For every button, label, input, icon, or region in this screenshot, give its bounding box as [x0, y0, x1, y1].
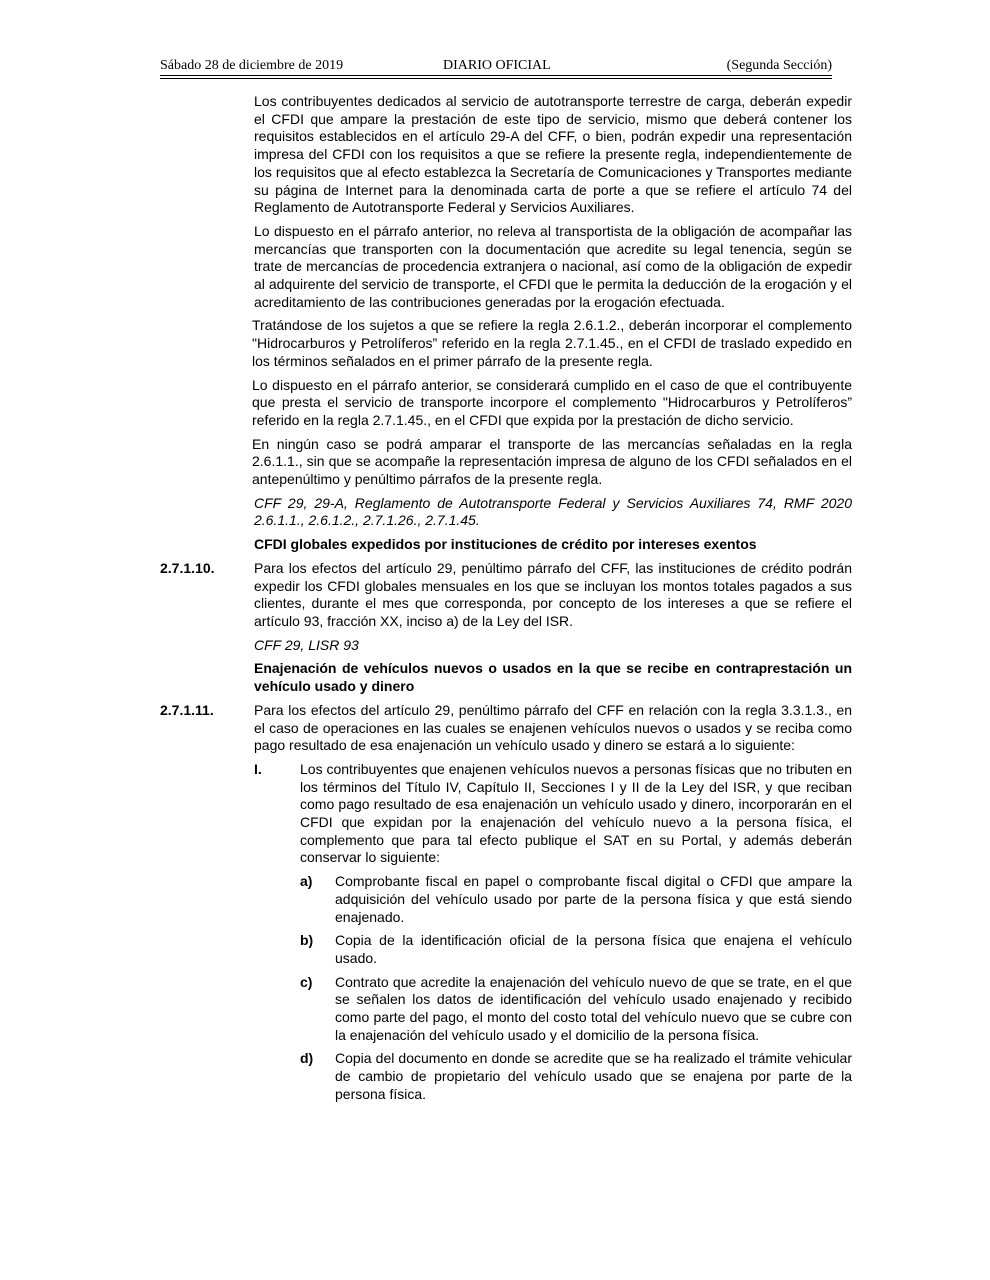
subsection-text: Contrato que acredite la enajenación del vehículo nuevo de que se trate, en el que se señalen los datos de identificación del vehículo usado enajenado y recibido como parte del pago, el monto del costo total del vehículo nuevo que se cubre con la enajenación del vehículo usado y el domicilio de la persona física.: [335, 973, 852, 1043]
rule-heading: CFDI globales expedidos por instituciones de crédito por intereses exentos: [254, 536, 757, 553]
rule-2-7-1-11: [160, 702, 852, 755]
subsection-label: d): [300, 1050, 314, 1067]
paragraph: Los contribuyentes dedicados al servicio de autotransporte terrestre de carga, deberán expedir el CFDI que ampare la prestación de este tipo de servicio, mismo que deberá contener los requisitos establecidos en el artículo 29-A del CFF, o bien, podrán expedir una representación impresa del CFDI con los requisitos a que se refiere la presente regla, independientemente de los requisitos que al efecto establezca la Secretaría de Comunicaciones y Transportes mediante su página de Internet para la denominada carta de porte a que se refiere el artículo 74 del Reglamento de Autotransporte Federal y Servicios Auxiliares.: [254, 93, 852, 216]
rule-text: Para los efectos del artículo 29, penúltimo párrafo del CFF, las instituciones de crédito podrán expedir los CFDI globales mensuales en los que se incluyan los montos totales pagados a sus clientes, durante el mes que corresponda, por concepto de los intereses a que se refiere el artículo 93, fracción XX, inciso a) de la Ley del ISR.: [254, 559, 852, 629]
header-rule-top: [160, 75, 832, 76]
page-header: [160, 58, 832, 76]
subsection-item: [300, 932, 852, 967]
header-date: Sábado 28 de diciembre de 2019: [160, 58, 344, 73]
legal-reference: CFF 29, 29-A, Reglamento de Autotransporte Federal y Servicios Auxiliares 74, RMF 2020 2.6.1.1., 2.6.1.2., 2.7.1.26., 2.7.1.45.: [254, 494, 852, 529]
page-body: [160, 93, 852, 1110]
rule-2-7-1-10: [160, 560, 852, 631]
legal-reference: CFF 29, LISR 93: [254, 636, 359, 653]
subsection-item: [300, 1050, 852, 1103]
rule-heading: Enajenación de vehículos nuevos o usados en la que se recibe en contraprestación un vehículo usado y dinero: [254, 660, 852, 695]
subsection-item: [300, 974, 852, 1045]
subsection-text: Copia del documento en donde se acredite que se ha realizado el trámite vehicular de cambio de propietario del vehículo usado que se enajena por parte de la persona física.: [335, 1050, 852, 1102]
header-title: DIARIO OFICIAL: [443, 58, 551, 73]
subsection-label: b): [300, 932, 314, 949]
rule-number: 2.7.1.11.: [160, 701, 214, 718]
subsection-text: Copia de la identificación oficial de la persona física que enajena el vehículo usado.: [335, 932, 852, 966]
fraction-item: [254, 761, 852, 867]
paragraph: Lo dispuesto en el párrafo anterior, no releva al transportista de la obligación de acompañar las mercancías que transporten con la documentación que acredite su legal tenencia, según se trate de mercancías de procedencia extranjera o nacional, así como de la obligación de expedir al adquirente del servicio de transporte, el CFDI que le permita la deducción de la erogación y el acreditamiento de las contribuciones generadas por la erogación efectuada.: [254, 222, 852, 310]
paragraph: Lo dispuesto en el párrafo anterior, se considerará cumplido en el caso de que el contribuyente que presta el servicio de transporte incorpore el complemento "Hidrocarburos y Petrolíferos” referido en la regla 2.7.1.45., en el CFDI que expida por la prestación de dicho servicio.: [252, 376, 852, 428]
subsection-item: [300, 873, 852, 926]
header-section: (Segunda Sección): [726, 58, 832, 73]
subsection-label: c): [300, 973, 313, 990]
subsection-text: Comprobante fiscal en papel o comprobante fiscal digital o CFDI que ampare la adquisición del vehículo usado por parte de la persona física y que está siendo enajenado.: [335, 873, 852, 925]
subsection-label: a): [300, 873, 313, 890]
rule-number: 2.7.1.10.: [160, 559, 215, 576]
paragraph: En ningún caso se podrá amparar el transporte de las mercancías señaladas en la regla 2.6.1.1., sin que se acompañe la representación impresa de alguno de los CFDI señalados en el antepenúltimo y penúltimo párrafos de la presente regla.: [252, 435, 852, 488]
header-rule-bottom: [160, 78, 832, 79]
paragraph: Tratándose de los sujetos a que se refiere la regla 2.6.1.2., deberán incorporar el complemento "Hidrocarburos y Petrolíferos” referido en la regla 2.7.1.45., en el CFDI de traslado expedido en los términos señalados en el primer párrafo de la presente regla.: [252, 317, 852, 369]
fraction-text: Los contribuyentes que enajenen vehículos nuevos a personas físicas que no tributen en los términos del Título IV, Capítulo II, Secciones I y II de la Ley del ISR, y que reciban como pago resultado de esa enajenación un vehículo usado y dinero, incorporarán en el CFDI que expidan por la enajenación del vehículo nuevo a la persona física, el complemento que para tal efecto publique el SAT en su Portal, y además deberán conservar lo siguiente:: [300, 760, 852, 866]
rule-text: Para los efectos del artículo 29, penúltimo párrafo del CFF en relación con la regla 3.3.1.3., en el caso de operaciones en las cuales se enajenen vehículos nuevos o usados y se reciba como pago resultado de esa enajenación un vehículo usado y dinero se estará a lo siguiente:: [254, 701, 852, 754]
fraction-label: I.: [254, 760, 262, 777]
